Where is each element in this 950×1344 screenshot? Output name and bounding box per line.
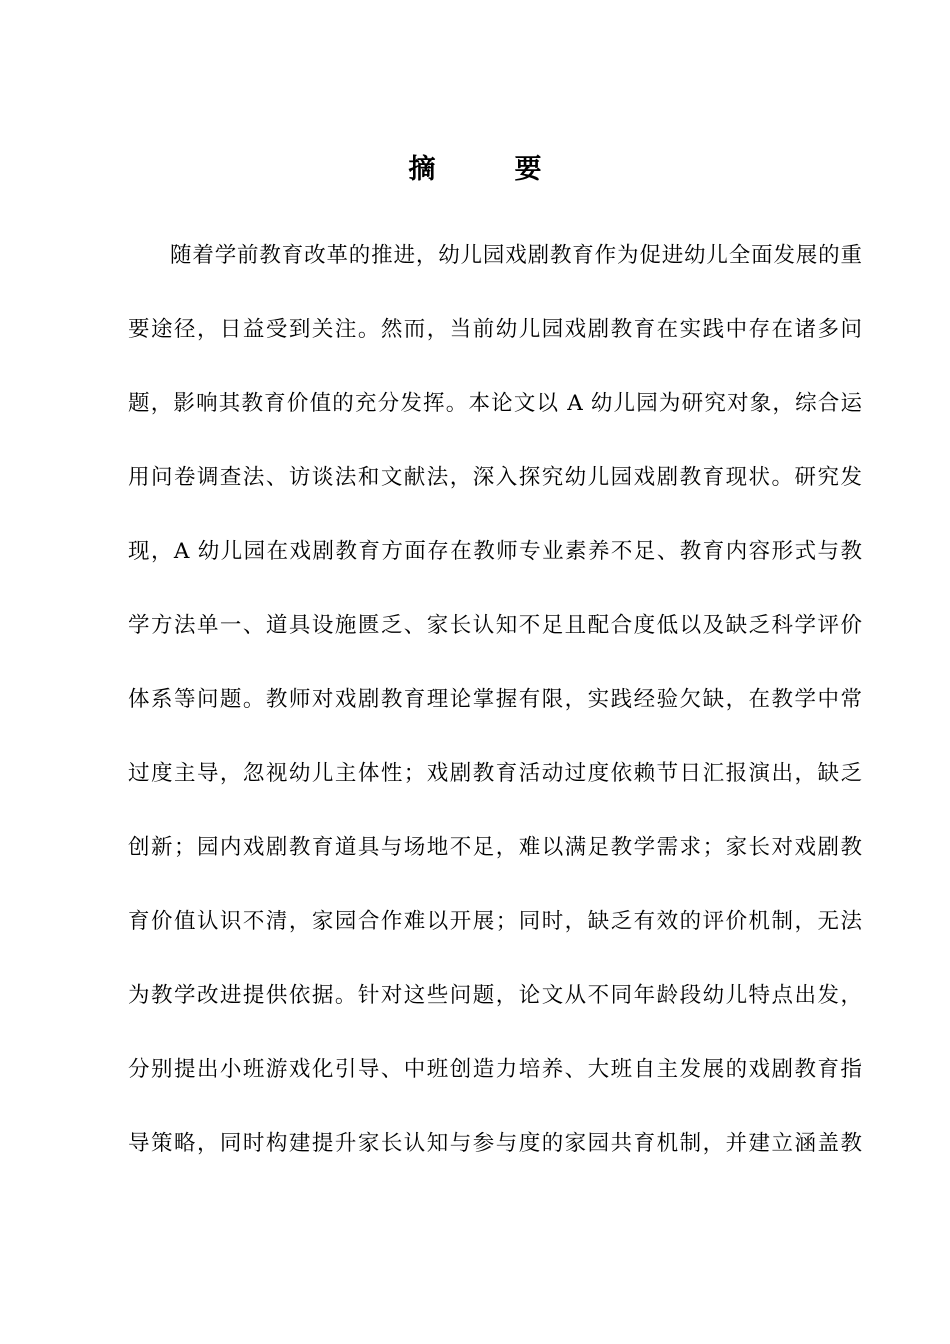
abstract-line: 过度主导，忽视幼儿主体性；戏剧教育活动过度依赖节日汇报演出，缺乏 xyxy=(128,761,862,786)
abstract-line: 要途径，日益受到关注。然而，当前幼儿园戏剧教育在实践中存在诸多问 xyxy=(128,317,862,342)
abstract-line: 育价值认识不清，家园合作难以开展；同时，缺乏有效的评价机制，无法 xyxy=(128,909,862,934)
abstract-line: 现，A 幼儿园在戏剧教育方面存在教师专业素养不足、教育内容形式与教 xyxy=(128,539,862,564)
abstract-line: 学方法单一、道具设施匮乏、家长认知不足且配合度低以及缺乏科学评价 xyxy=(128,613,862,638)
abstract-line: 用问卷调查法、访谈法和文献法，深入探究幼儿园戏剧教育现状。研究发 xyxy=(128,465,862,490)
abstract-line: 题，影响其教育价值的充分发挥。本论文以 A 幼儿园为研究对象，综合运 xyxy=(128,391,862,416)
abstract-line: 体系等问题。教师对戏剧教育理论掌握有限，实践经验欠缺，在教学中常 xyxy=(128,687,862,712)
abstract-line: 导策略，同时构建提升家长认知与参与度的家园共育机制，并建立涵盖教 xyxy=(128,1131,862,1156)
abstract-line: 创新；园内戏剧教育道具与场地不足，难以满足教学需求；家长对戏剧教 xyxy=(128,835,862,860)
abstract-line: 随着学前教育改革的推进，幼儿园戏剧教育作为促进幼儿全面发展的重 xyxy=(170,243,862,268)
abstract-title: 摘 要 xyxy=(408,154,568,185)
abstract-body xyxy=(128,236,862,1198)
abstract-line: 分别提出小班游戏化引导、中班创造力培养、大班自主发展的戏剧教育指 xyxy=(128,1057,862,1082)
abstract-line: 为教学改进提供依据。针对这些问题，论文从不同年龄段幼儿特点出发， xyxy=(128,983,862,1008)
